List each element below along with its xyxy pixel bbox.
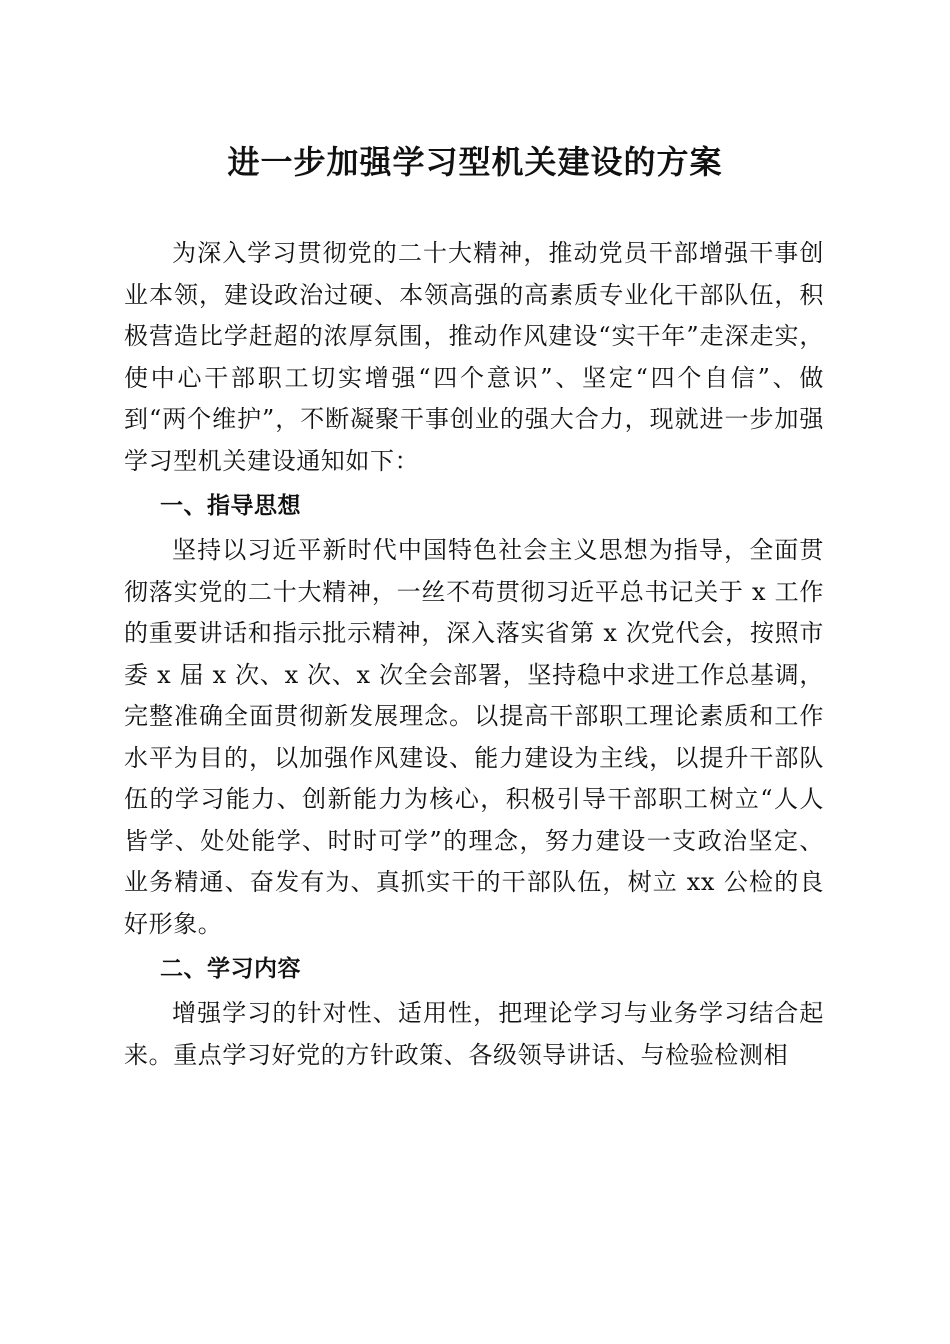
learning-content-paragraph: 增强学习的针对性、适用性，把理论学习与业务学习结合起来。重点学习好党的方针政策、各级领导讲话、与检验检测相: [124, 999, 824, 1069]
document-body: [124, 233, 824, 1076]
intro-paragraph: 为深入学习贯彻党的二十大精神，推动党员干部增强干事创业本领，建设政治过硬、本领高强的高素质专业化干部队伍，积极营造比学赶超的浓厚氛围，推动作风建设“实干年”走深走实，使中心干部职工切实增强“四个意识”、坚定“四个自信”、做到“两个维护”，不断凝聚干事创业的强大合力，现就进一步加强学习型机关建设通知如下：: [124, 239, 824, 475]
document-title: 进一步加强学习型机关建设的方案: [227, 143, 723, 181]
guiding-ideology-paragraph: 坚持以习近平新时代中国特色社会主义思想为指导，全面贯彻落实党的二十大精神，一丝不苟贯彻习近平总书记关于 x 工作的重要讲话和指示批示精神，深入落实省第 x 次党代会，按照市委 x 届 x 次、x 次、x 次全会部署，坚持稳中求进工作总基调，完整准确全面贯彻新发展理念。以提高干部职工理论素质和工作水平为目的，以加强作风建设、能力建设为主线，以提升干部队伍的学习能力、创新能力为核心，积极引导干部职工树立“人人皆学、处处能学、时时可学”的理念，努力建设一支政治坚定、业务精通、奋发有为、真抓实干的干部队伍，树立 xx 公检的良好形象。: [124, 536, 824, 938]
section-heading-learning-content: 二、学习内容: [160, 956, 301, 982]
section-heading-guiding-ideology: 一、指导思想: [160, 493, 301, 519]
